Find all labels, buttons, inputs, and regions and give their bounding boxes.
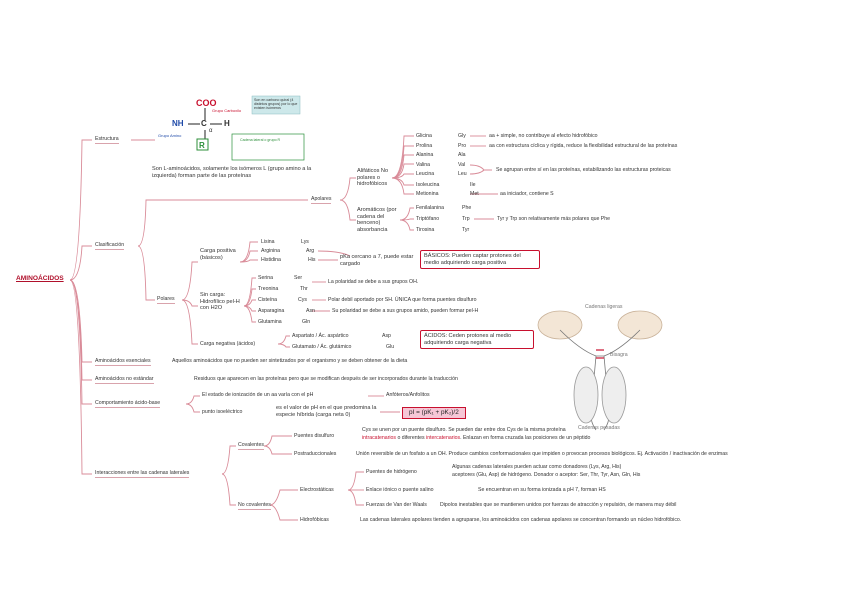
formula-r: R	[199, 141, 205, 150]
node-carga-positiva[interactable]: Carga positiva (básicos)	[200, 248, 236, 261]
note-aromaticos: Tyr y Trp son relativamente más polares que Phe	[497, 216, 611, 222]
node-esenciales[interactable]: Aminoácidos esenciales	[95, 358, 151, 364]
node-acido-base[interactable]: Comportamiento ácido-base	[95, 400, 161, 406]
aa-name: Isoleucina	[416, 182, 440, 188]
formula-coo: COO	[196, 98, 217, 108]
node-aromaticos[interactable]: Aromáticos (por cadena del benceno) absorbancia	[357, 207, 397, 233]
aa-abbr: Ser	[294, 275, 303, 281]
aa-name: Arginina	[261, 248, 281, 254]
text-disulfuro-or: o diferentes	[397, 435, 425, 441]
note-polaridad-oh: La polaridad se debe a sus grupos OH.	[328, 279, 419, 285]
aa-abbr: Val	[458, 162, 466, 168]
node-no-covalentes[interactable]: No covalentes	[238, 502, 271, 508]
node-hidrofobicas[interactable]: Hidrofóbicas	[300, 517, 329, 523]
aa-name: Lisina	[261, 239, 275, 245]
note-asparagina: Su polaridad se debe a sus grupos amido, pueden formar pel-H	[332, 308, 479, 314]
aa-name: Treonina	[258, 286, 279, 292]
text-ionizacion: El estado de ionización de un aa varía con el pH	[202, 392, 314, 398]
text-esenciales: Aquellos aminoácidos que no pueden ser sintetizados por el organismo y se deben obtener de la dieta	[172, 358, 408, 364]
text-disulfuro-1: Cys se unen por un puente disulfuro. Se pueden dar entre dos Cys de la misma proteína	[362, 427, 566, 433]
text-enlace-ionico: Se encuentran en su forma ionizada a pH 7, forman HS	[478, 487, 606, 493]
note-r-group: Cadena lateral o grupo R	[240, 138, 281, 142]
aa-name: Alanina	[416, 152, 434, 158]
aa-name: Metionina	[416, 191, 439, 197]
label-grupo-amino: Grupo Amino	[158, 133, 182, 138]
aa-abbr: Ile	[470, 182, 476, 188]
note-agrupan: Se agrupan entre sí en las proteínas, estabilizando las estructuras proteicas	[496, 167, 671, 173]
text-puentes-h-1: Algunas cadenas laterales pueden actuar como donadores (Lys, Arg, His)	[452, 464, 622, 470]
node-puentes-disulfuro[interactable]: Puentes disulfuro	[294, 433, 335, 439]
aa-name: Tirosina	[416, 227, 435, 233]
aa-name: Glutamina	[258, 319, 282, 325]
text-anfoteros: Anfóteros/Anfolitos	[386, 392, 430, 398]
aa-name: Cisteína	[258, 297, 278, 303]
formula-pi: pI = (pK₁ + pK₂)/2	[402, 407, 466, 419]
node-polares[interactable]: Polares	[157, 296, 175, 302]
text-puentes-h-2: aceptores (Glu, Asp) de hidrógeno. Donador o aceptor: Ser, Thr, Tyr, Asn, Gln, His	[452, 472, 641, 478]
formula-c: C	[201, 119, 207, 128]
aa-abbr: Cys	[298, 297, 307, 303]
label-cadenas-pesadas: Cadenas pesadas	[578, 425, 620, 431]
label-grupo-carboxilo: Grupo Carboxilo	[212, 108, 242, 113]
note-chiral: Son en carbono quiral (4 distintos grupos) por lo que existen isómeros	[254, 98, 298, 111]
aa-abbr: Tyr	[462, 227, 470, 233]
aa-abbr: Asn	[306, 308, 315, 314]
text-no-estandar: Residuos que aparecen en las proteínas pero que se modifican después de ser incorporados durante la traducción	[194, 376, 458, 382]
label-bisagra: Bisagra	[610, 352, 628, 358]
text-intracatenarios: intracatenarios	[362, 435, 397, 441]
node-electrostaticas[interactable]: Electrostáticas	[300, 487, 334, 493]
aa-abbr: His	[308, 257, 316, 263]
aa-abbr: Pro	[458, 143, 467, 149]
node-van-der-waals[interactable]: Fuerzas de Van der Waals	[366, 502, 427, 508]
aa-name: Asparagina	[258, 308, 285, 314]
text-punto-isoelectrico: es el valor de pH en el que predomina la especie híbrida (carga neta 0)	[276, 405, 377, 418]
aa-name: Aspartato / Ác. aspártico	[292, 333, 349, 339]
aa-abbr: Trp	[462, 216, 470, 222]
note-l-aminoacidos: Son L-aminoácidos, solamente los isómeros L (grupo amino a la izquierda) forman parte de las proteínas	[152, 166, 312, 179]
node-puentes-hidrogeno[interactable]: Puentes de hidrógeno	[366, 469, 417, 475]
node-sin-carga[interactable]: Sin carga: Hidrofílico pel-H con H2O	[200, 292, 240, 311]
aa-name: Leucina	[416, 171, 435, 177]
node-punto-isoelectrico[interactable]: punto isoeléctrico	[202, 409, 243, 415]
aa-abbr: Gln	[302, 319, 311, 325]
node-interacciones[interactable]: Interacciones entre las cadenas laterales	[95, 470, 190, 476]
node-apolares[interactable]: Apolares	[311, 196, 332, 202]
aa-abbr: Asp	[382, 333, 391, 339]
text-van-der-waals: Dipolos inestables que se mantienen unidos por fuerzas de atracción y repulsión, de manera muy débil	[440, 502, 677, 508]
node-carga-negativa[interactable]: Carga negativa (ácidos)	[200, 341, 256, 347]
note-box-basicos: BÁSICOS: Pueden captar protones del medio adquiriendo carga positiva	[420, 250, 540, 269]
antibody-diagram	[538, 311, 662, 430]
aa-abbr: Leu	[458, 171, 467, 177]
node-estructura[interactable]: Estructura	[95, 136, 119, 142]
aa-name: Glicina	[416, 133, 432, 139]
aa-name: Glutamato / Ác. glutámico	[292, 344, 352, 350]
note-metionina: aa iniciador, contiene S	[500, 191, 554, 197]
note-histidina: pKa cercano a 7, puede estar cargado	[340, 254, 414, 267]
aa-name: Valina	[416, 162, 431, 168]
formula-h: H	[224, 119, 230, 128]
aa-abbr: Glu	[386, 344, 395, 350]
aa-abbr: Thr	[300, 286, 308, 292]
node-clasificacion[interactable]: Clasificación	[95, 242, 125, 248]
text-disulfuro-end: . Enlazan en forma cruzada las posiciones de un péptido	[460, 435, 591, 441]
aa-name: Prolina	[416, 143, 433, 149]
aa-name: Serina	[258, 275, 273, 281]
aa-abbr: Phe	[462, 205, 472, 211]
aa-abbr: Arg	[306, 248, 315, 254]
label-alpha: α	[209, 128, 213, 134]
formula-nh3: NH	[172, 119, 184, 128]
note-prolina: aa con estructura cíclica y rígida, reduce la flexibilidad estructural de las proteínas	[489, 143, 678, 149]
node-alifaticos[interactable]: Alifáticos No polares o hidrofóbicos	[357, 168, 389, 187]
aa-abbr: Gly	[458, 133, 466, 139]
note-glicina: aa + simple, no contribuye al efecto hidrofóbico	[489, 133, 598, 139]
aa-name: Triptófano	[416, 216, 440, 222]
root-node[interactable]: AMINOÁCIDOS	[16, 275, 64, 282]
aa-abbr: Lys	[301, 239, 309, 245]
text-intercatenarios: intercatenarios	[426, 435, 461, 441]
label-cadenas-ligeras: Cadenas ligeras	[585, 304, 623, 310]
node-covalentes[interactable]: Covalentes	[238, 442, 264, 448]
note-cisteina: Polar debil aportado por SH. ÚNICA que forma puentes disulfuro	[328, 297, 477, 303]
node-enlace-ionico[interactable]: Enlace iónico o puente salino	[366, 487, 434, 493]
node-postraduccionales[interactable]: Postraduccionales	[294, 451, 337, 457]
note-box-acidos: ÁCIDOS: Ceden protones al medio adquiriendo carga negativa	[420, 330, 534, 349]
aa-name: Fenilalanina	[416, 205, 444, 211]
aa-abbr: Ala	[458, 152, 466, 158]
node-no-estandar[interactable]: Aminoácidos no estándar	[95, 376, 154, 382]
text-hidrofobicas: Las cadenas laterales apolares tienden a agruparse, los aminoácidos con cadenas apolares se concentran formando un núcleo hidrofóbico.	[360, 517, 682, 523]
text-postraduccionales: Unión reversible de un fosfato a un OH. Produce cambios conformacionales que impiden o provocan procesos biológicos. Ej. Activación / inactivación de enzimas	[356, 451, 728, 457]
aa-abbr: Met	[470, 191, 479, 197]
aa-name: Histidina	[261, 257, 281, 263]
